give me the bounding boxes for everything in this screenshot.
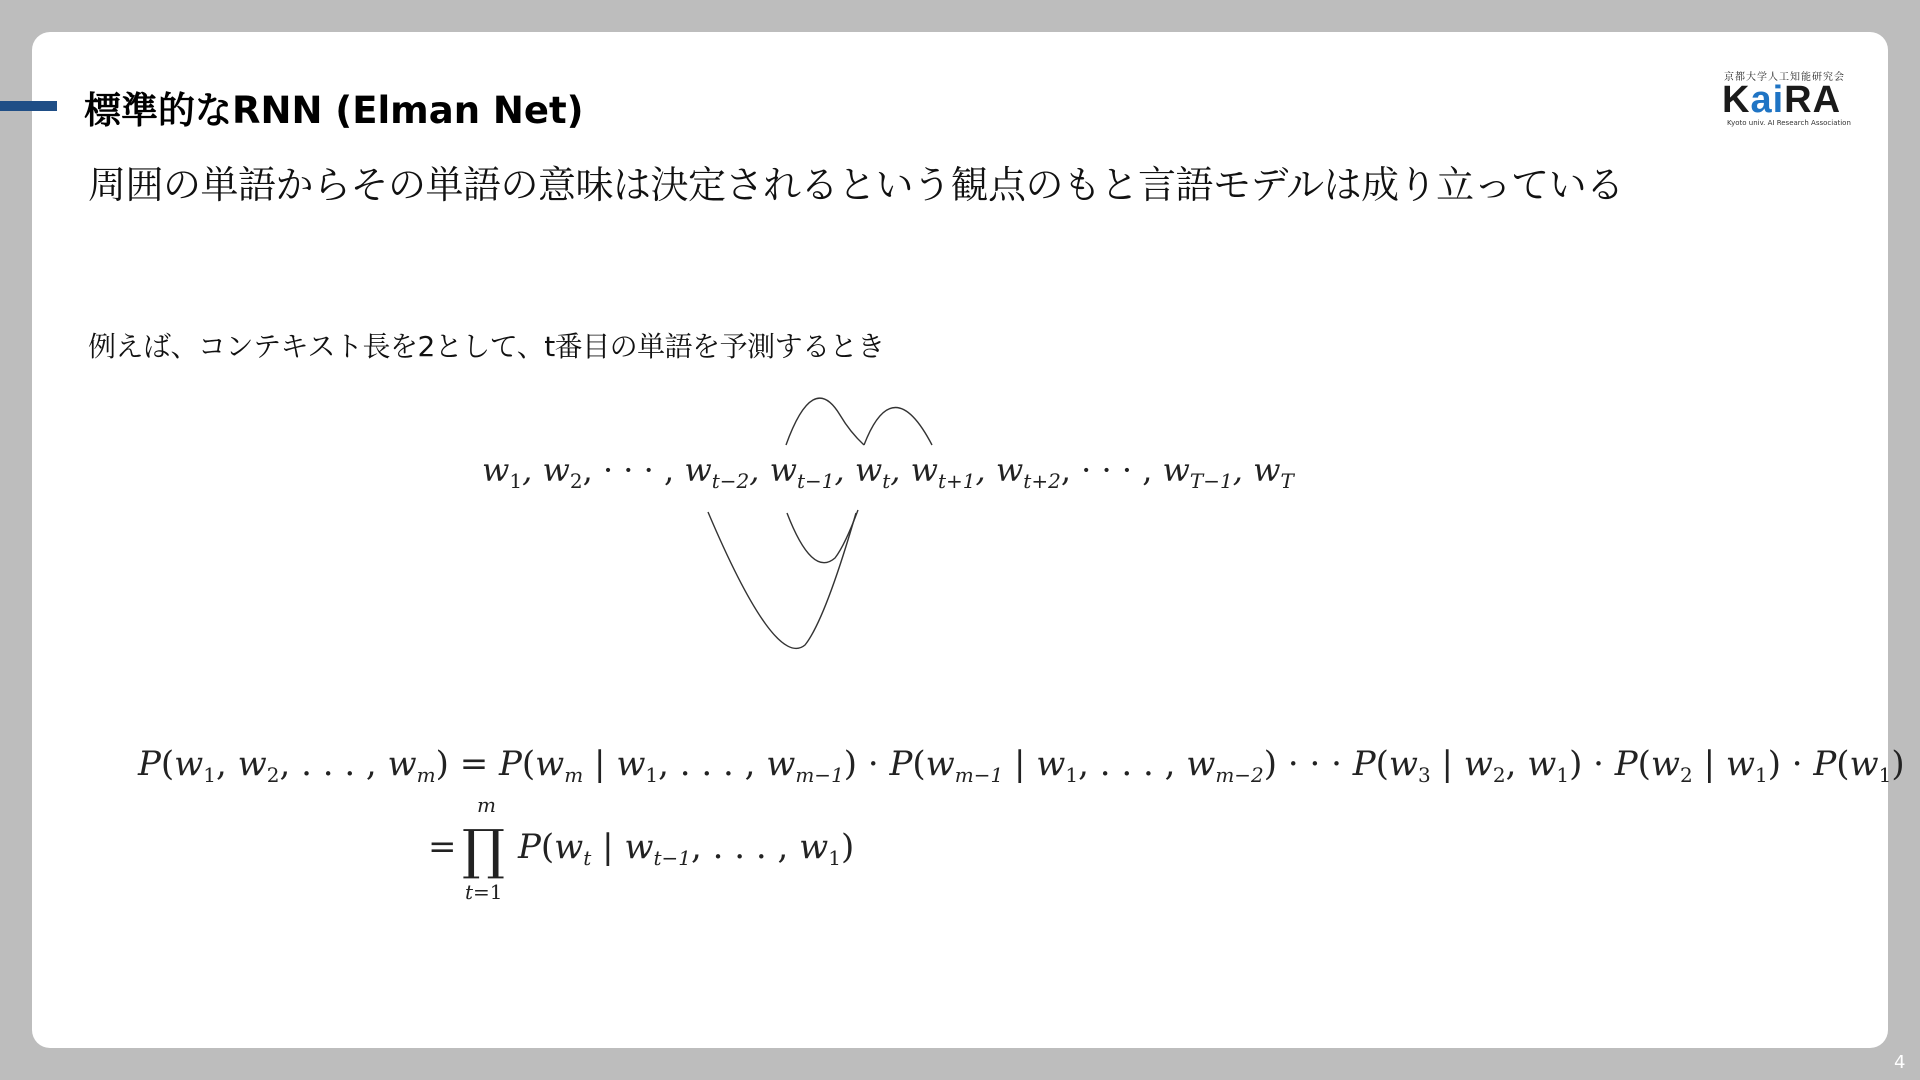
probability-line-2: [428, 793, 854, 904]
logo-wordmark: KaiRA: [1722, 79, 1842, 121]
slide-title: 標準的なRNN (Elman Net): [84, 89, 584, 132]
example-text: 例えば、コンテキスト長を2として、t番目の単語を予測するとき: [88, 330, 885, 363]
arc-bottom-large: [708, 512, 856, 648]
logo-tagline: Kyoto univ. AI Research Association: [1727, 119, 1851, 127]
logo-org-name: 京都大学人工知能研究会: [1724, 72, 1845, 83]
probability-line-1: $P(w_1$, $w_2$, . . . , $w_m) = P(w_m$ | $w_1$, . . . , $w_{m-1}) \cdot P(w_{m-1}$ | $w_1$, . . . , $w_{m-2}$) · · · $P(w_3$ | $w_2$, $w_1) \cdot P(w_2$ | $w_1) \cdot P(w_1)$: [138, 744, 1905, 787]
word-sequence: $w_1$, $w_2$, · · · , $w_{t-2}$, $w_{t-1}$, $w_t$, $w_{t+1}$, $w_{t+2}$, · · · , $w_{T-1}$, $w_T$: [482, 451, 1294, 493]
product-upper-limit: m: [477, 793, 496, 817]
product-lower-limit: t=1: [465, 880, 503, 904]
svg-text:P(wt | wt−1, . . . , w1): $P(w_t$ | $w_{t-1}$, . . . , $w_1$): [518, 827, 855, 870]
slide-subtitle: 周囲の単語からその単語の意味は決定されるという観点のもと言語モデルは成り立っている: [88, 163, 1624, 207]
page-number: 4: [1894, 1052, 1906, 1073]
svg-text:=: =: [428, 827, 457, 867]
arc-bottom-small: [787, 510, 858, 563]
product-symbol: ∏: [462, 818, 505, 881]
arc-top-2: [864, 408, 932, 446]
context-arcs: [708, 398, 932, 648]
arc-top-1: [786, 398, 864, 445]
